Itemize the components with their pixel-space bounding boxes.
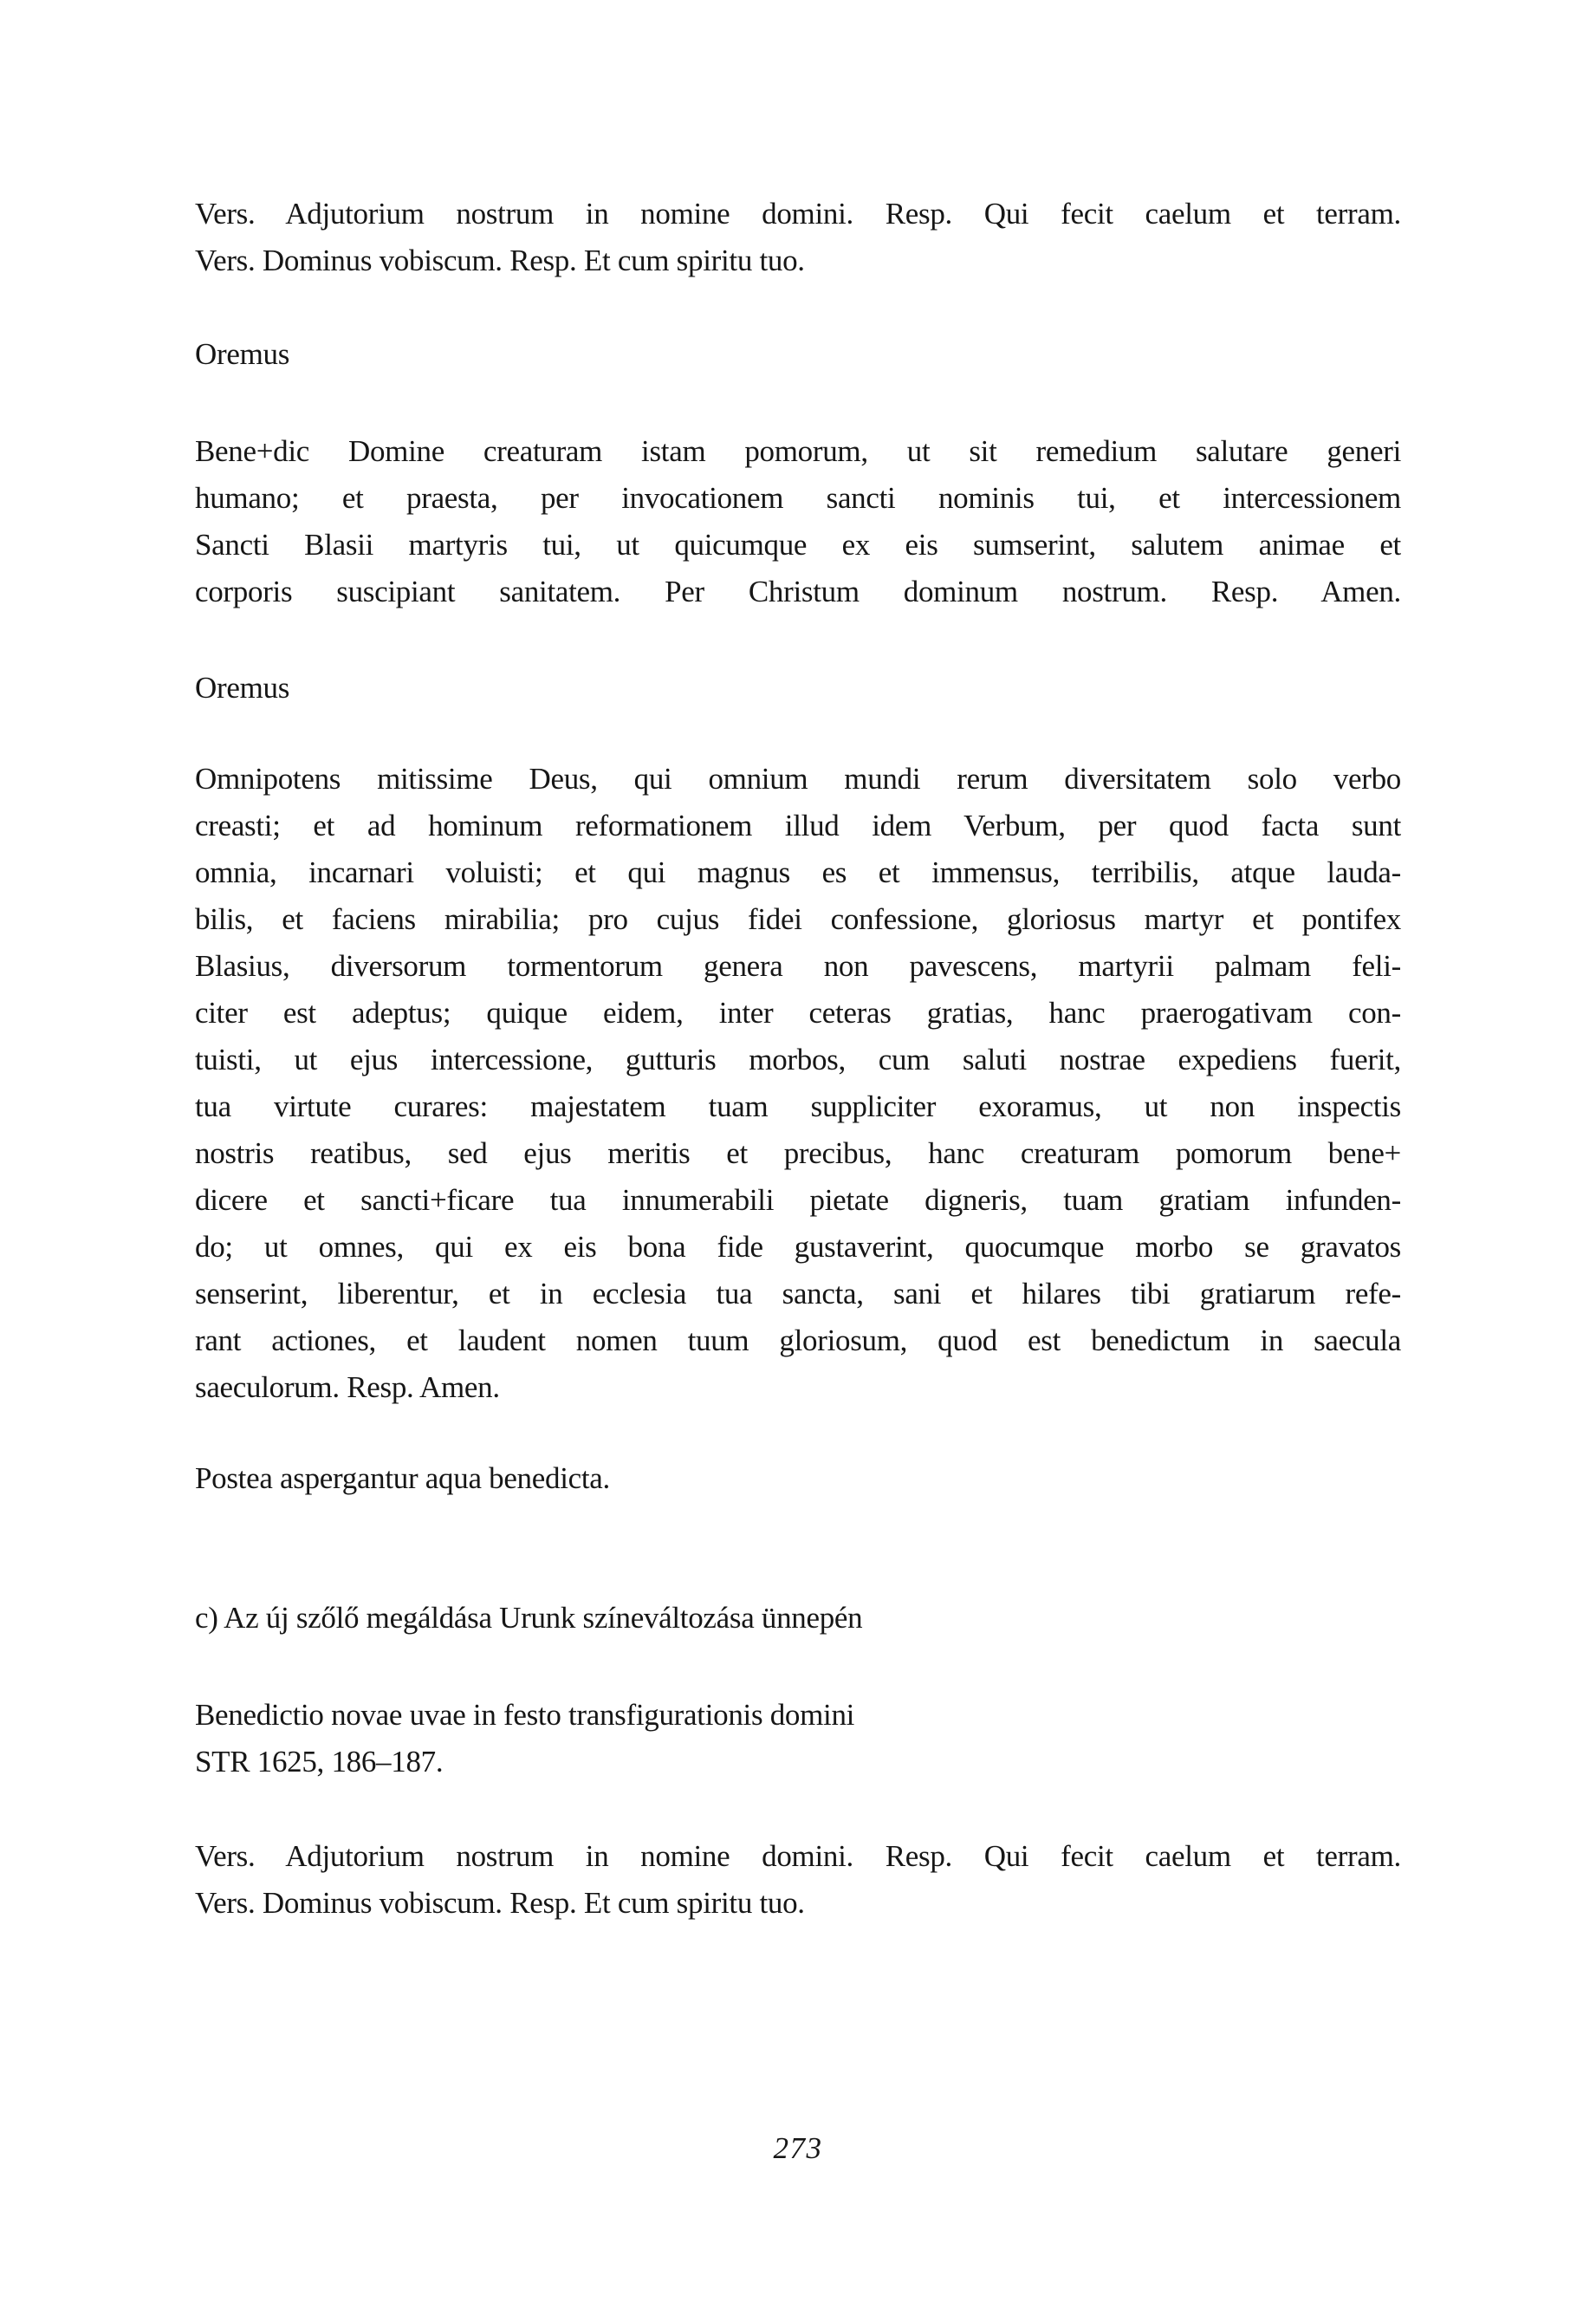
prayer-line: dicere et sancti+ficare tua innumerabili pietate digneris, tuam gratiam infunden-	[195, 1183, 1401, 1217]
prayer-line: senserint, liberentur, et in ecclesia tua sancta, sani et hilares tibi gratiarum refe-	[195, 1277, 1401, 1310]
versicle-line-bottom-1: Vers. Adjutorium nostrum in nomine domini. Resp. Qui fecit caelum et terram.	[195, 1839, 1401, 1873]
opening-versicles	[195, 191, 1401, 284]
prayer-line: creasti; et ad hominum reformationem illud idem Verbum, per quod facta sunt	[195, 809, 1401, 842]
oremus-heading-2: Oremus	[195, 671, 290, 705]
prayer-line: Blasius, diversorum tormentorum genera non pavescens, martyrii palmam feli-	[195, 949, 1401, 983]
prayer-line: saeculorum. Resp. Amen.	[195, 1370, 500, 1404]
section-heading: c) Az új szőlő megáldása Urunk színeváltozása ünnepén	[195, 1601, 863, 1635]
prayer-line: rant actiones, et laudent nomen tuum gloriosum, quod est benedictum in saecula	[195, 1323, 1401, 1357]
source-reference: STR 1625, 186–187.	[195, 1745, 444, 1779]
prayer-line: Bene+dic Domine creaturam istam pomorum, ut sit remedium salutare generi	[195, 434, 1401, 468]
closing-versicles	[195, 1833, 1401, 1927]
prayer-line: nostris reatibus, sed ejus meritis et precibus, hanc creaturam pomorum bene+	[195, 1136, 1401, 1170]
prayer-line: omnia, incarnari voluisti; et qui magnus es et immensus, terribilis, atque lauda-	[195, 855, 1401, 889]
source-title: Benedictio novae uvae in festo transfigurationis domini	[195, 1698, 855, 1732]
prayer-line: do; ut omnes, qui ex eis bona fide gustaverint, quocumque morbo se gravatos	[195, 1230, 1401, 1264]
prayer-line: corporis suscipiant sanitatem. Per Christum dominum nostrum. Resp. Amen.	[195, 575, 1401, 608]
versicle-line-top-1: Vers. Adjutorium nostrum in nomine domini. Resp. Qui fecit caelum et terram.	[195, 197, 1401, 231]
blessing-prayer-paragraph	[195, 428, 1401, 615]
oremus-heading-1: Oremus	[195, 337, 290, 371]
prayer-line: Sancti Blasii martyris tui, ut quicumque ex eis sumserint, salutem animae et	[195, 528, 1401, 562]
versicle-line-top-2: Vers. Dominus vobiscum. Resp. Et cum spiritu tuo.	[195, 244, 805, 277]
prayer-line: tuisti, ut ejus intercessione, gutturis morbos, cum saluti nostrae expediens fuerit,	[195, 1043, 1401, 1076]
prayer-line: humano; et praesta, per invocationem sancti nominis tui, et intercessionem	[195, 481, 1401, 515]
versicle-line-bottom-2: Vers. Dominus vobiscum. Resp. Et cum spiritu tuo.	[195, 1886, 805, 1920]
blasius-prayer-paragraph	[195, 756, 1401, 1411]
page-number: 273	[773, 2131, 823, 2165]
prayer-line: Omnipotens mitissime Deus, qui omnium mundi rerum diversitatem solo verbo	[195, 762, 1401, 796]
prayer-line: tua virtute curares: majestatem tuam suppliciter exoramus, ut non inspectis	[195, 1089, 1401, 1123]
source-block	[195, 1692, 1401, 1785]
prayer-line: citer est adeptus; quique eidem, inter ceteras gratias, hanc praerogativam con-	[195, 996, 1401, 1030]
prayer-line: bilis, et faciens mirabilia; pro cujus fidei confessione, gloriosus martyr et pontifex	[195, 902, 1401, 936]
rubric-line: Postea aspergantur aqua benedicta.	[195, 1461, 610, 1495]
text-block	[195, 0, 1401, 1927]
